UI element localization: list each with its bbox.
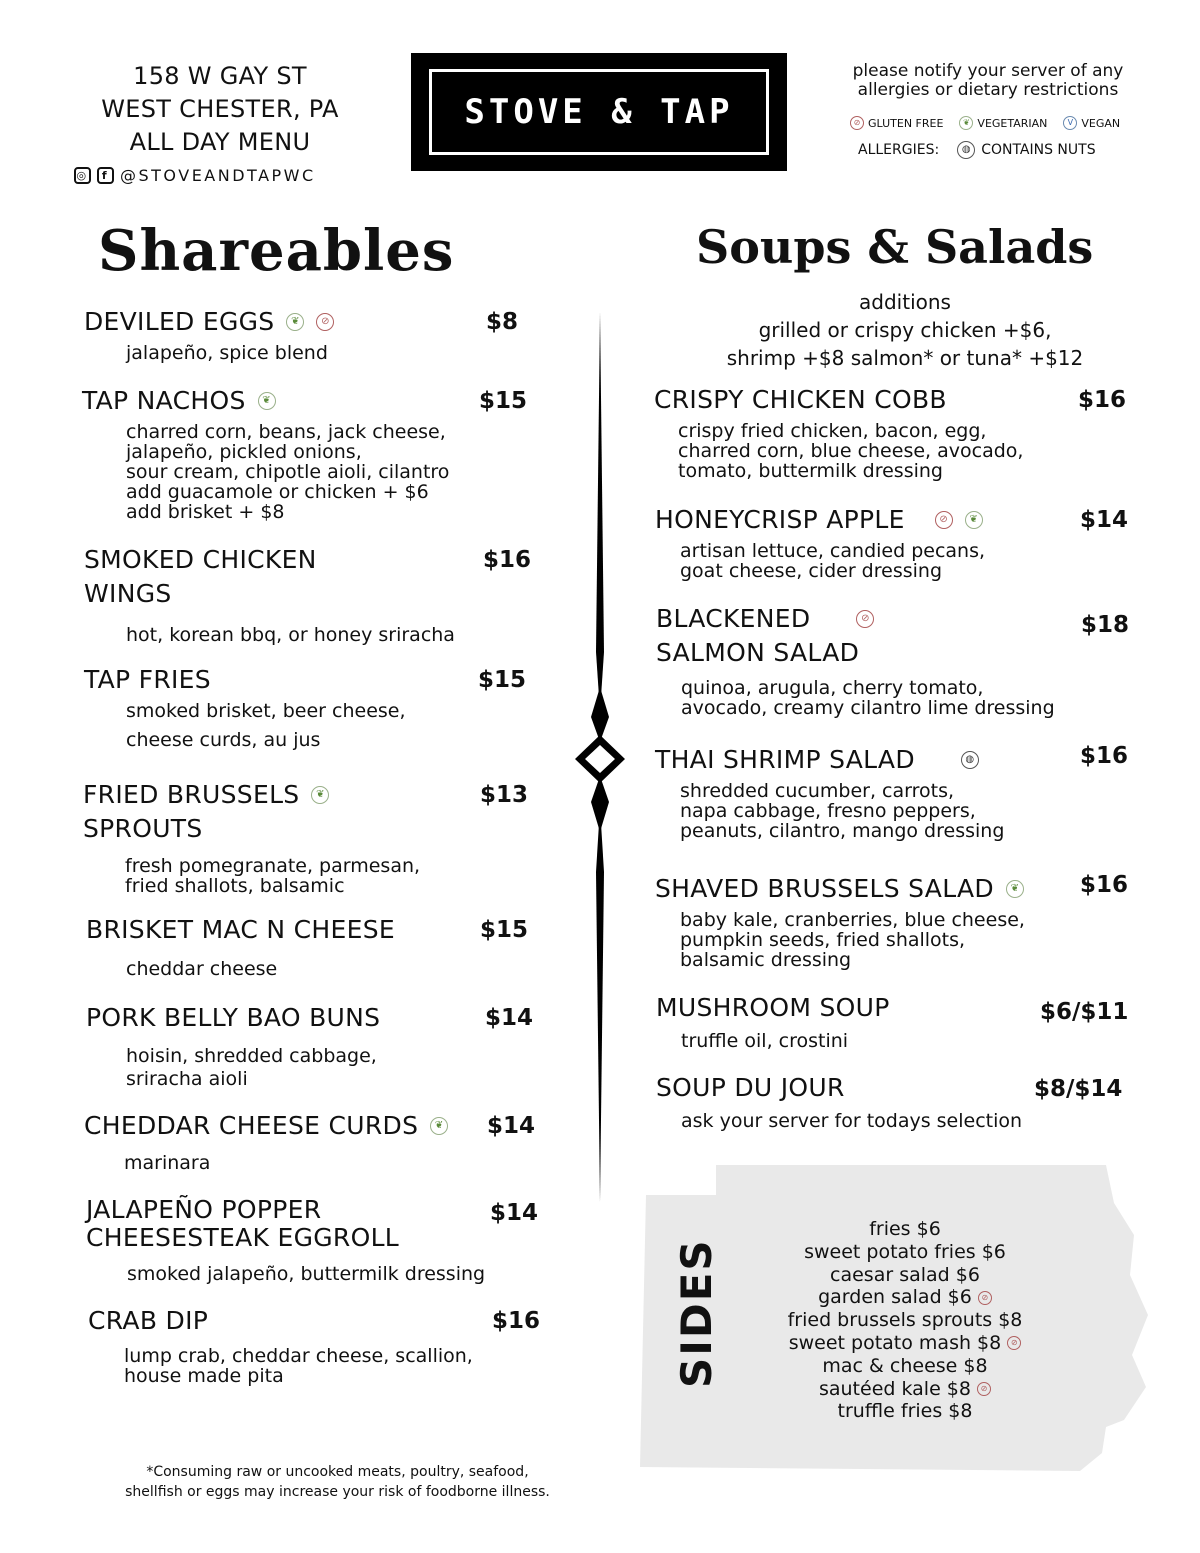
menu-item-crab-dip <box>88 1304 541 1387</box>
disclaimer-line-1: *Consuming raw or uncooked meats, poultry, seafood, <box>146 1464 529 1480</box>
item-name-line-1: BLACKENED <box>656 604 811 633</box>
item-price: $6/$11 <box>1040 999 1129 1025</box>
food-safety-disclaimer <box>100 1462 575 1502</box>
item-price: $13 <box>480 782 529 808</box>
item-name: DEVILED EGGS <box>84 307 275 336</box>
menu-item-soup-du-jour <box>656 1071 1136 1131</box>
side-item: garden salad $6 ⊘ <box>760 1286 1050 1309</box>
item-name-line-2: SPROUTS <box>83 814 203 843</box>
legend-contains-nuts: CONTAINS NUTS <box>981 142 1096 158</box>
item-description: charred corn, beans, jack cheese, jalapeño, pickled onions, sour cream, chipotle aioli, cilantro add guacamole or chicken + $6 add brisket + $8 <box>126 421 450 523</box>
vegan-icon: V <box>1063 116 1077 130</box>
side-item: sautéed kale $8 ⊘ <box>760 1378 1050 1401</box>
item-price: $14 <box>485 1005 534 1031</box>
sides-list <box>760 1218 1050 1423</box>
gluten-free-icon: ⊘ <box>850 116 864 130</box>
gluten-free-icon: ⊘ <box>856 610 874 628</box>
additions-label: additions <box>859 290 951 314</box>
item-name-line-1: SMOKED CHICKEN <box>84 545 317 574</box>
address-city: WEST CHESTER, PA <box>101 95 339 123</box>
restaurant-address <box>70 60 370 159</box>
legend-gluten-free: GLUTEN FREE <box>868 116 944 130</box>
vegetarian-leaf-icon: ❦ <box>311 786 329 804</box>
allergy-legend <box>858 141 1096 159</box>
item-description: cheddar cheese <box>126 958 278 980</box>
item-description: lump crab, cheddar cheese, scallion, house made pita <box>124 1345 473 1387</box>
additions-line-2: shrimp +$8 salmon* or tuna* +$12 <box>726 346 1084 370</box>
item-name: SOUP DU JOUR <box>656 1073 845 1102</box>
gluten-free-icon: ⊘ <box>316 313 334 331</box>
vegetarian-leaf-icon: ❦ <box>286 313 304 331</box>
menu-item-brisket-mac-n-cheese <box>86 913 536 979</box>
vegetarian-leaf-icon: ❦ <box>258 392 276 410</box>
item-description: ask your server for todays selection <box>681 1110 1023 1132</box>
side-item: caesar salad $6 <box>830 1263 980 1286</box>
item-price: $15 <box>480 917 529 943</box>
item-name: CHEDDAR CHEESE CURDS <box>84 1111 419 1140</box>
item-description: shredded cucumber, carrots, napa cabbage, fresno peppers, peanuts, cilantro, mango dressing <box>680 780 1005 842</box>
item-description: artisan lettuce, candied pecans, goat cheese, cider dressing <box>680 540 986 582</box>
side-item: truffle fries $8 <box>837 1400 973 1423</box>
item-name: TAP FRIES <box>84 665 211 694</box>
social-handle: @STOVEANDTAPWC <box>120 166 316 185</box>
side-item: sweet potato fries $6 <box>804 1240 1006 1263</box>
side-item: sweet potato mash $8 ⊘ <box>760 1332 1050 1355</box>
item-name: CRAB DIP <box>88 1306 209 1335</box>
facebook-icon[interactable]: f <box>97 167 114 184</box>
item-name: CRISPY CHICKEN COBB <box>654 385 947 414</box>
menu-item-fried-brussels-sprouts <box>83 778 533 896</box>
item-price: $8 <box>486 309 519 335</box>
item-description: smoked brisket, beer cheese, cheese curds, au jus <box>126 700 406 751</box>
item-description: baby kale, cranberries, blue cheese, pumpkin seeds, fried shallots, balsamic dressing <box>680 909 1025 971</box>
vegetarian-leaf-icon: ❦ <box>430 1117 448 1135</box>
item-price: $14 <box>1080 507 1129 533</box>
social-links <box>74 166 316 185</box>
menu-item-mushroom-soup <box>656 991 1136 1051</box>
legend-vegetarian: VEGETARIAN <box>977 116 1048 130</box>
ornamental-divider <box>575 312 625 1202</box>
item-name: THAI SHRIMP SALAD <box>655 745 915 774</box>
menu-item-shaved-brussels-salad <box>655 872 1135 970</box>
allergies-label: ALLERGIES: <box>858 142 940 158</box>
item-price: $8/$14 <box>1034 1076 1123 1102</box>
notice-line-1: please notify your server of any <box>852 61 1124 81</box>
menu-item-jalapeno-popper-eggroll <box>86 1195 539 1285</box>
item-name: PORK BELLY BAO BUNS <box>86 1003 381 1032</box>
contains-nuts-icon: ◍ <box>957 141 975 159</box>
menu-item-blackened-salmon-salad <box>656 602 1136 718</box>
contains-nuts-icon: ◍ <box>961 751 979 769</box>
item-name-line-2: CHEESESTEAK EGGROLL <box>86 1223 400 1252</box>
legend-vegan: VEGAN <box>1081 116 1121 130</box>
shareables-title: Shareables <box>98 218 455 284</box>
item-name-line-1: FRIED BRUSSELS <box>83 780 300 809</box>
logo-text: STOVE & TAP <box>429 69 769 155</box>
item-description: hot, korean bbq, or honey sriracha <box>126 624 455 646</box>
menu-label: ALL DAY MENU <box>129 128 311 156</box>
vegetarian-leaf-icon: ❦ <box>965 511 983 529</box>
item-description: jalapeño, spice blend <box>126 342 328 364</box>
item-price: $16 <box>1080 743 1129 769</box>
menu-item-cheddar-cheese-curds <box>84 1109 534 1173</box>
item-name-line-2: SALMON SALAD <box>656 638 860 667</box>
menu-item-tap-fries <box>84 663 534 755</box>
menu-item-thai-shrimp-salad <box>655 743 1135 841</box>
item-name-line-1: JALAPEÑO POPPER <box>86 1195 322 1224</box>
item-description: hoisin, shredded cabbage, sriracha aioli <box>126 1045 377 1090</box>
item-description: truffle oil, crostini <box>681 1030 849 1052</box>
allergy-notice <box>828 62 1148 100</box>
gluten-free-icon: ⊘ <box>977 1382 991 1396</box>
gluten-free-icon: ⊘ <box>978 1291 992 1305</box>
menu-item-smoked-chicken-wings <box>84 543 534 645</box>
side-item: fries $6 <box>869 1218 941 1240</box>
gluten-free-icon: ⊘ <box>935 511 953 529</box>
menu-item-deviled-eggs <box>84 305 534 363</box>
item-description: quinoa, arugula, cherry tomato, avocado, creamy cilantro lime dressing <box>681 677 1055 719</box>
additions-block <box>700 288 1110 372</box>
sides-title: SIDES <box>672 1238 721 1388</box>
item-description: fresh pomegranate, parmesan, fried shallots, balsamic <box>125 855 421 897</box>
notice-line-2: allergies or dietary restrictions <box>857 80 1119 100</box>
item-price: $16 <box>1080 872 1129 898</box>
item-price: $15 <box>478 667 527 693</box>
item-description: crispy fried chicken, bacon, egg, charred corn, blue cheese, avocado, tomato, buttermilk dressing <box>678 420 1024 482</box>
side-item: fried brussels sprouts $8 <box>787 1309 1023 1332</box>
item-name: MUSHROOM SOUP <box>656 993 890 1022</box>
item-price: $15 <box>479 388 528 414</box>
menu-item-tap-nachos <box>82 384 532 522</box>
menu-item-honeycrisp-apple <box>655 503 1135 581</box>
disclaimer-line-2: shellfish or eggs may increase your risk of foodborne illness. <box>125 1484 550 1500</box>
item-price: $18 <box>1081 612 1130 638</box>
additions-line-1: grilled or crispy chicken +$6, <box>758 318 1052 342</box>
item-price: $14 <box>487 1113 536 1139</box>
gluten-free-icon: ⊘ <box>1007 1336 1021 1350</box>
item-description: marinara <box>124 1152 211 1174</box>
item-price: $16 <box>483 547 532 573</box>
item-name: HONEYCRISP APPLE <box>655 505 905 534</box>
instagram-icon[interactable]: ◎ <box>74 167 91 184</box>
item-name-line-2: WINGS <box>84 579 172 608</box>
menu-item-crispy-chicken-cobb <box>654 383 1134 481</box>
item-price: $16 <box>1078 387 1127 413</box>
soups-salads-title: Soups & Salads <box>696 220 1094 274</box>
item-name: TAP NACHOS <box>82 386 246 415</box>
address-street: 158 W GAY ST <box>133 62 307 90</box>
stove-and-tap-logo <box>411 53 787 171</box>
vegetarian-leaf-icon: ❦ <box>959 116 973 130</box>
item-price: $16 <box>492 1308 541 1334</box>
side-item: mac & cheese $8 <box>822 1354 988 1377</box>
vegetarian-leaf-icon: ❦ <box>1006 880 1024 898</box>
item-description: smoked jalapeño, buttermilk dressing <box>127 1263 486 1285</box>
item-name: BRISKET MAC N CHEESE <box>86 915 395 944</box>
menu-item-pork-belly-bao-buns <box>86 1001 536 1091</box>
item-name: SHAVED BRUSSELS SALAD <box>655 874 994 903</box>
diet-legend <box>850 116 1120 130</box>
item-price: $14 <box>490 1200 539 1226</box>
